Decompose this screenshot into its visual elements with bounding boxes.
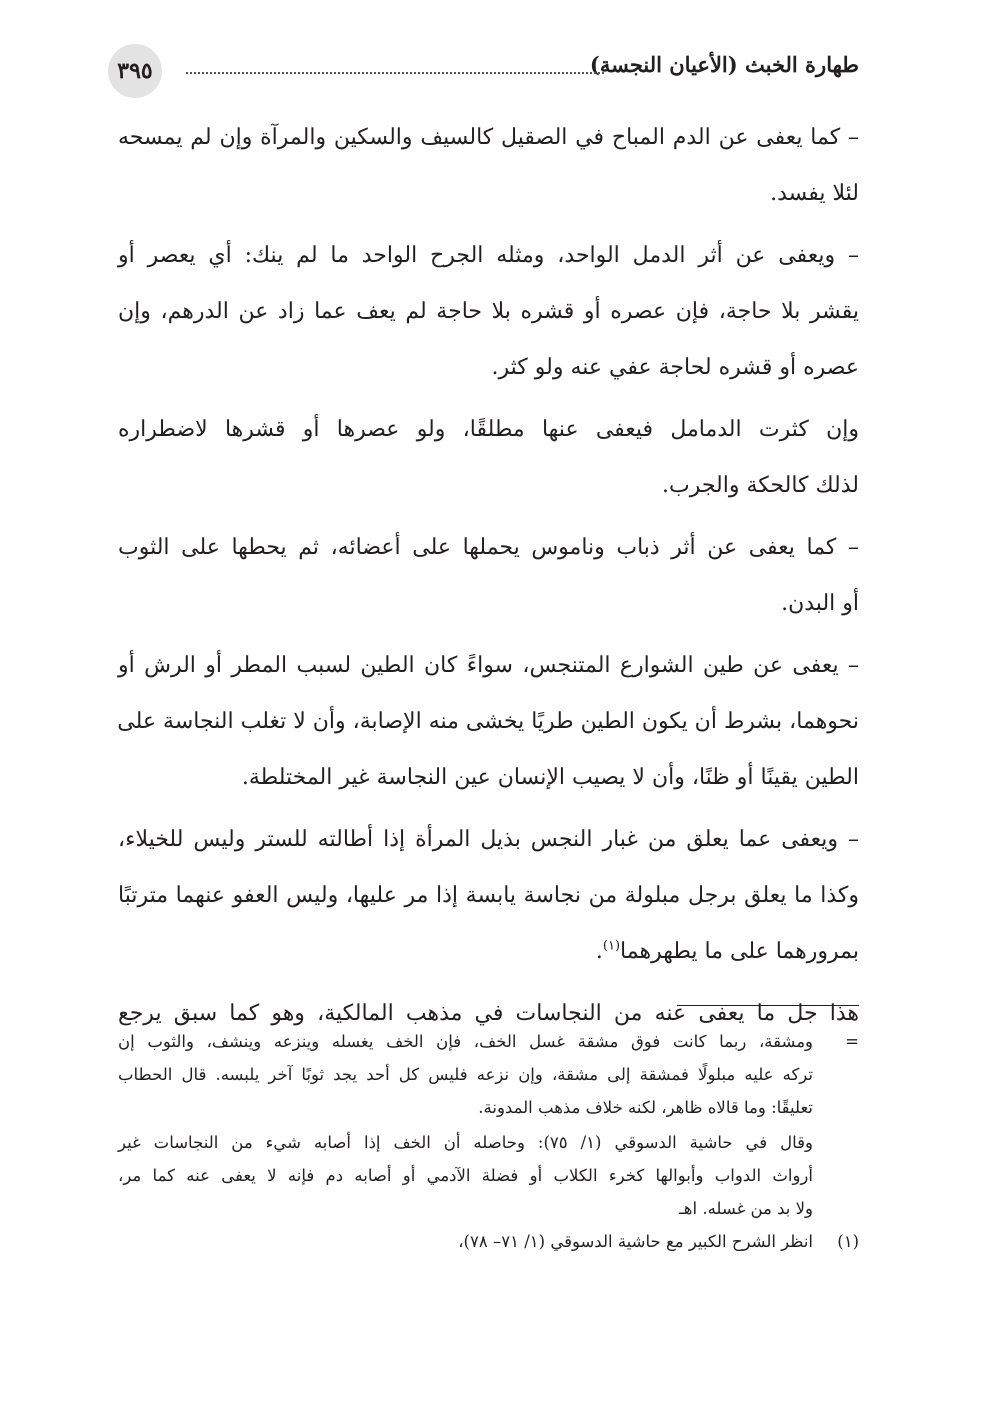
chapter-title: طهارة الخبث (الأعيان النجسة) [589,52,859,77]
paragraph [118,110,859,222]
footnote-line: وقال في حاشية الدسوقي (١/ ٧٥): وحاصله أن الخف إذا أصابه شيء من النجاسات غير [118,1133,813,1152]
continuation-marker: = [845,1032,859,1051]
text-line: – ويعفى عما يعلق من غبار النجس بذيل المرأة إذا أطالته للستر وليس للخيلاء، [118,827,859,852]
paragraph [118,520,859,632]
page-number-badge [108,44,162,98]
text-line: عصره أو قشره لحاجة عفي عنه ولو كثر. [491,355,859,380]
paragraph [118,812,859,980]
text-line: الطين يقينًا أو ظنًا، وأن لا يصيب الإنسان عين النجاسة غير المختلطة. [241,765,859,790]
text-line [118,924,859,980]
footnote-reference[interactable]: (١) [602,938,621,954]
text-line: – كما يعفى عن الدم المباح في الصقيل كالسيف والسكين والمرآة وإن لم يمسحه [118,125,859,150]
paragraph [118,228,859,396]
text-line-body: بمرورهما على ما يطهرهما [620,939,859,964]
text-line: نحوهما، بشرط أن يكون الطين طريًا يخشى منه الإصابة، وأن لا تغلب النجاسة على [117,709,859,734]
footnote-line: أرواث الدواب وأبوالها كخرء الكلاب أو فضلة الآدمي أو أصابه دم فإنه لا يعفى عنه كما مر، [118,1166,813,1185]
header-leader-dots [186,52,604,74]
sentence-end: . [595,939,603,964]
footnotes [118,1025,859,1260]
footnote-number: (١) [837,1232,859,1251]
text-line: لئلا يفسد. [770,181,859,206]
text-line: يقشر بلا حاجة، فإن عصره أو قشره بلا حاجة لم يعف عما زاد عن الدرهم، وإن [118,299,859,324]
text-line: أو البدن. [781,591,859,616]
text-line: هذا جل ما يعفى عنه من النجاسات في مذهب المالكية، وهو كما سبق يرجع [118,1001,859,1026]
page-number: ٣٩٥ [117,58,153,84]
text-line: – كما يعفى عن أثر ذباب وناموس يحملها على أعضائه، ثم يحطها على الثوب [118,535,859,560]
footnote-line: تعليقًا: وما قالاه ظاهر، لكنه خلاف مذهب المدونة. [478,1098,813,1117]
footnote-1 [118,1225,859,1258]
running-header [108,44,859,94]
text-line: لذلك كالحكة والجرب. [662,473,859,498]
text-line: – ويعفى عن أثر الدمل الواحد، ومثله الجرح الواحد ما لم ينك: أي يعصر أو [118,243,859,268]
footnote-continuation [118,1025,859,1124]
footnote-note [118,1126,859,1225]
main-text [118,110,859,1048]
footnote-line: انظر الشرح الكبير مع حاشية الدسوقي (١/ ٧١– ٧٨)، [458,1232,813,1251]
paragraph [118,638,859,806]
paragraph [118,402,859,514]
text-line: – يعفى عن طين الشوارع المتنجس، سواءً كان الطين لسبب المطر أو الرش أو [118,653,859,678]
footnote-line: تركه عليه مبلولًا فمشقة إلى مشقة، وإن نزعه فليس كل أحد يجد ثوبًا آخر يلبسه. قال الحطاب [118,1065,813,1084]
footnote-line: ولا بد من غسله. اهـ [678,1199,813,1218]
footnote-separator [677,1005,859,1006]
footnote-line: ومشقة، ربما كانت فوق مشقة غسل الخف، فإن الخف يغسله وينزعه وينشف، والثوب إن [118,1032,813,1051]
text-line: وإن كثرت الدمامل فيعفى عنها مطلقًا، ولو عصرها أو قشرها لاضطراره [118,417,859,442]
text-line: وكذا ما يعلق برجل مبلولة من نجاسة يابسة إذا مر عليها، وليس العفو عنهما مترتبًا [118,883,859,908]
